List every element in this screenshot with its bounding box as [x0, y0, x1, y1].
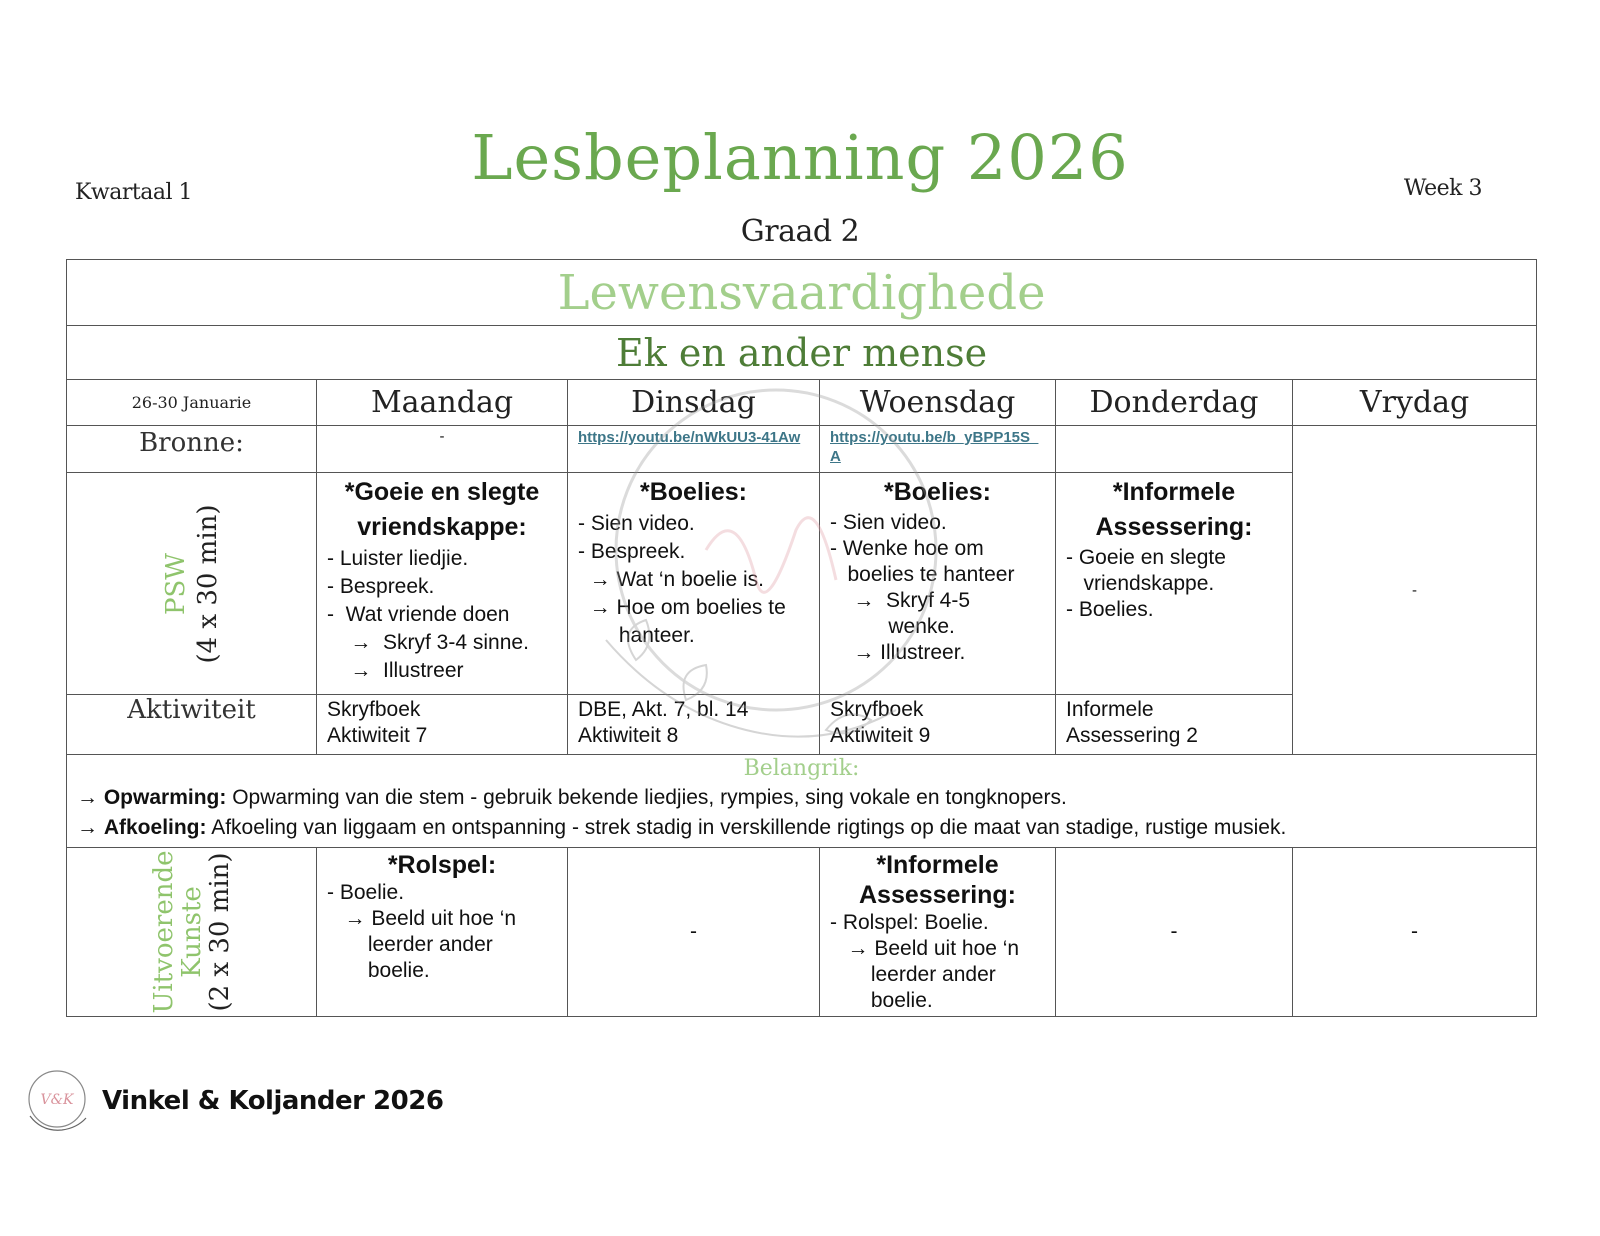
performing-arts-woensdag-line: - Rolspel: Boelie. — [830, 911, 989, 934]
activity-woensdag — [820, 695, 1056, 755]
psw-woensdag-heading: *Boelies: — [884, 478, 991, 506]
psw-vrydag: - — [1293, 426, 1537, 755]
performing-arts-maandag-line: → Beeld uit hoe ‘n — [327, 907, 517, 930]
resources-label: Bronne: — [67, 426, 317, 473]
performing-arts-woensdag-line: → Beeld uit hoe ‘n — [830, 937, 1020, 960]
day-header-maandag: Maandag — [317, 380, 568, 426]
psw-donderdag — [1056, 473, 1293, 695]
note-warmup — [77, 783, 1526, 813]
psw-dinsdag — [568, 473, 820, 695]
psw-maandag-heading: *Goeie en slegte vriendskappe: — [344, 478, 540, 541]
psw-woensdag-line: → Illustreer. — [830, 641, 966, 664]
performing-arts-maandag-line: boelie. — [327, 959, 430, 982]
performing-arts-donderdag: - — [1056, 848, 1293, 1017]
day-header-woensdag: Woensdag — [820, 380, 1056, 426]
psw-label — [160, 504, 224, 663]
theme-title: Ek en ander mense — [67, 326, 1537, 380]
activity-woensdag-line: Aktiwiteit 9 — [830, 724, 931, 747]
performing-arts-duration: (2 x 30 min) — [204, 852, 235, 1012]
psw-maandag — [317, 473, 568, 695]
performing-arts-woensdag-line: leerder ander — [830, 963, 996, 986]
important-notes — [67, 755, 1537, 848]
days-header-row — [67, 380, 1537, 426]
activity-label: Aktiwiteit — [67, 695, 317, 755]
performing-arts-maandag — [317, 848, 568, 1017]
week-label: Week 3 — [1403, 176, 1482, 201]
activity-donderdag-line: Informele — [1066, 698, 1154, 721]
performing-arts-woensdag — [820, 848, 1056, 1017]
psw-dinsdag-line: - Sien video. — [578, 512, 695, 535]
psw-dinsdag-heading: *Boelies: — [640, 478, 747, 506]
activity-donderdag — [1056, 695, 1293, 755]
activity-woensdag-line: Skryfboek — [830, 698, 924, 721]
psw-subject: PSW — [160, 552, 191, 615]
activity-maandag-line: Aktiwiteit 7 — [327, 724, 428, 747]
psw-woensdag-line: wenke. — [830, 615, 955, 638]
psw-woensdag-line: boelies te hanteer — [830, 563, 1015, 586]
psw-woensdag-line: → Skryf 4-5 — [830, 589, 971, 612]
psw-dinsdag-line: → Wat ‘n boelie is. — [578, 568, 764, 591]
performing-arts-dinsdag: - — [568, 848, 820, 1017]
activity-donderdag-line: Assessering 2 — [1066, 724, 1198, 747]
psw-donderdag-heading: *Informele Assessering: — [1095, 478, 1253, 541]
svg-text:V&K: V&K — [40, 1092, 74, 1108]
resources-dinsdag — [568, 426, 820, 473]
arrow-icon: → — [77, 786, 104, 809]
footer — [22, 1066, 443, 1136]
psw-dinsdag-line: - Bespreek. — [578, 540, 686, 563]
psw-label-cell — [67, 473, 317, 695]
video-link-woensdag[interactable]: https://youtu.be/b_yBPP15S_A — [830, 429, 1039, 465]
psw-maandag-line: - Luister liedjie. — [327, 547, 469, 570]
activity-dinsdag — [568, 695, 820, 755]
important-label: Belangrik: — [743, 756, 860, 781]
performing-arts-line2: Kunste — [176, 886, 207, 978]
psw-woensdag — [820, 473, 1056, 695]
resources-maandag: - — [317, 426, 568, 473]
important-notes-row — [67, 755, 1537, 848]
day-header-donderdag: Donderdag — [1056, 380, 1293, 426]
psw-donderdag-line: vriendskappe. — [1066, 572, 1215, 595]
activity-dinsdag-line: Aktiwiteit 8 — [578, 724, 679, 747]
subject-title: Lewensvaardighede — [67, 260, 1537, 326]
performing-arts-woensdag-line: boelie. — [830, 989, 933, 1012]
psw-maandag-line: → Illustreer — [327, 659, 464, 682]
psw-donderdag-line: - Goeie en slegte — [1066, 546, 1226, 569]
note-term: Afkoeling: — [103, 816, 207, 839]
psw-duration: (4 x 30 min) — [192, 503, 223, 664]
grade-label: Graad 2 — [740, 214, 860, 249]
brand-logo-icon — [22, 1066, 92, 1136]
performing-arts-woensdag-heading: *Informele Assessering: — [858, 851, 1017, 909]
psw-donderdag-line: - Boelies. — [1066, 598, 1154, 621]
lesson-plan-table — [66, 259, 1537, 1017]
psw-woensdag-line: - Sien video. — [830, 511, 947, 534]
theme-row — [67, 326, 1537, 380]
subject-row — [67, 260, 1537, 326]
video-link-dinsdag[interactable]: https://youtu.be/nWkUU3-41Aw — [578, 429, 801, 446]
activity-dinsdag-line: DBE, Akt. 7, bl. 14 — [578, 698, 749, 721]
psw-dinsdag-line: → Hoe om boelies te — [578, 596, 786, 619]
performing-arts-maandag-line: - Boelie. — [327, 881, 405, 904]
performing-arts-line1: Uitvoerende — [148, 850, 179, 1014]
brand-name: Vinkel & Koljander 2026 — [102, 1086, 444, 1116]
performing-arts-maandag-line: leerder ander — [327, 933, 493, 956]
activity-maandag-line: Skryfboek — [327, 698, 421, 721]
activity-maandag — [317, 695, 568, 755]
resources-woensdag — [820, 426, 1056, 473]
performing-arts-row — [67, 848, 1537, 1017]
psw-maandag-line: → Skryf 3-4 sinne. — [327, 631, 529, 654]
note-text: Afkoeling van liggaam en ontspanning - strek stadig in verskillende rigtings op die maat van stadige, rustige musiek. — [206, 816, 1287, 839]
note-text: Opwarming van die stem - gebruik bekende liedjies, rympies, sing vokale en tongknopers. — [226, 786, 1067, 809]
day-header-vrydag: Vrydag — [1293, 380, 1537, 426]
note-term: Opwarming: — [103, 786, 227, 809]
page-title: Lesbeplanning 2026 — [471, 121, 1129, 194]
psw-woensdag-line: - Wenke hoe om — [830, 537, 984, 560]
date-range: 26-30 Januarie — [67, 380, 317, 426]
performing-arts-maandag-heading: *Rolspel: — [387, 851, 497, 879]
performing-arts-label — [150, 851, 234, 1014]
performing-arts-label-cell — [67, 848, 317, 1017]
psw-maandag-line: - Wat vriende doen — [327, 603, 510, 626]
resources-row — [67, 426, 1537, 473]
arrow-icon: → — [77, 816, 104, 839]
psw-dinsdag-line: hanteer. — [578, 624, 695, 647]
note-cooldown — [77, 813, 1526, 843]
day-header-dinsdag: Dinsdag — [568, 380, 820, 426]
performing-arts-vrydag: - — [1293, 848, 1537, 1017]
quarter-label: Kwartaal 1 — [75, 180, 192, 205]
psw-maandag-line: - Bespreek. — [327, 575, 435, 598]
resources-donderdag — [1056, 426, 1293, 473]
